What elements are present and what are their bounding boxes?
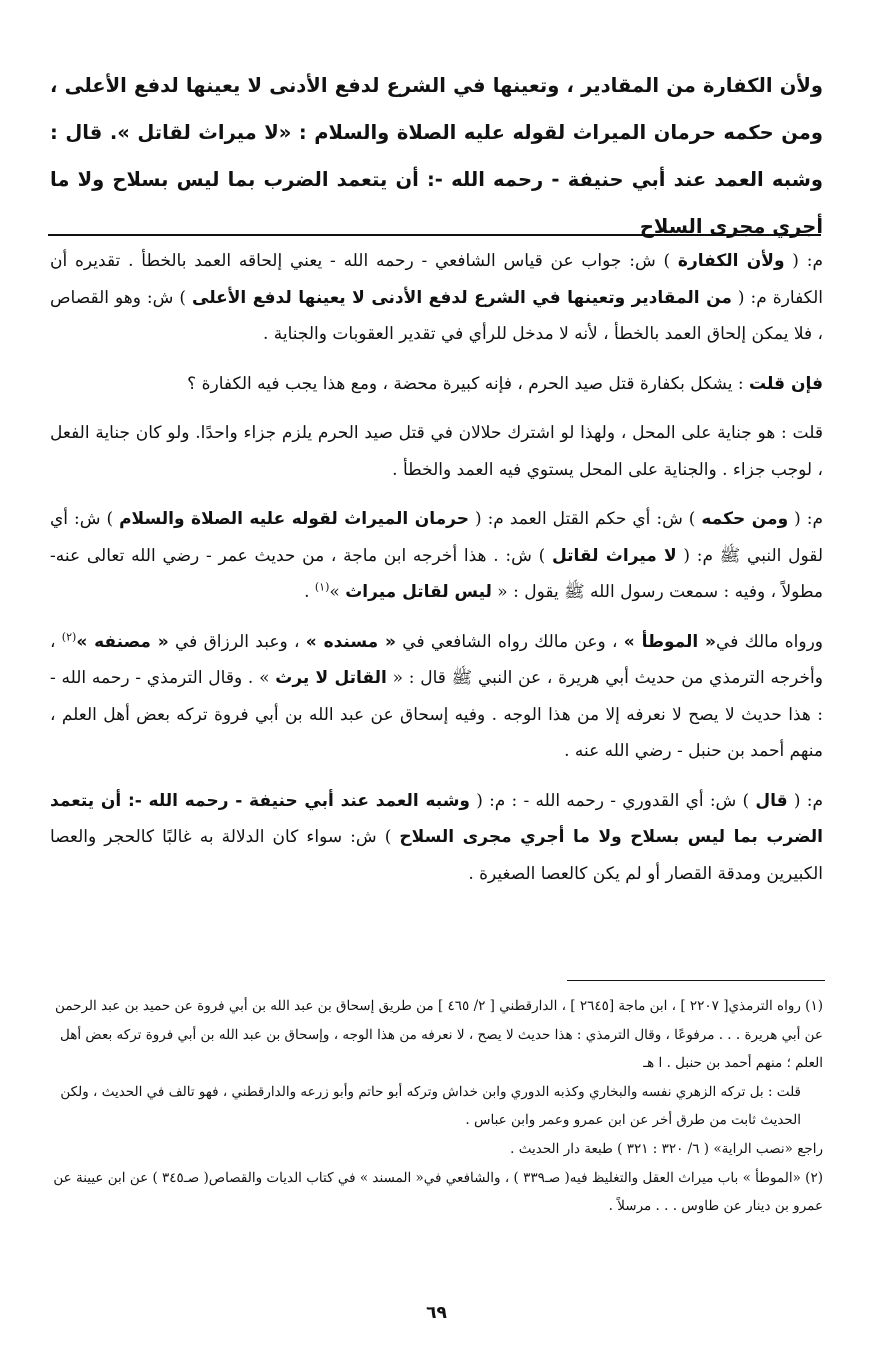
quoted-text: « مصنفه » [76, 631, 169, 652]
quoted-text: ومن حكمه [701, 509, 789, 529]
commentary-paragraph [50, 415, 823, 488]
text-run: ، وعن مالك رواه الشافعي في [396, 631, 624, 652]
separator-line [48, 234, 821, 236]
text-run: ) ش: جواب عن قياس الشافعي - رحمه الله - يعني إلحاقه العمد بالخطأ . تقديره أن الكفارة م: ( [50, 251, 823, 308]
commentary-paragraph [50, 243, 823, 353]
quoted-text: من المقادير وتعينها في الشرع لدفع الأدنى لا يعينها لدفع الأعلى [192, 287, 732, 308]
footnote-ref[interactable]: (١) [314, 580, 330, 594]
text-run: : يشكل بكفارة قتل صيد الحرم ، فإنه كبيرة محضة ، ومع هذا يجب فيه الكفارة ؟ [187, 373, 749, 394]
text-run: م: ( [787, 790, 823, 811]
commentary-paragraph [50, 624, 823, 770]
quoted-text: قال [755, 790, 788, 811]
text-run: . [304, 582, 315, 602]
text-run: قلت : هو جناية على المحل ، ولهذا لو اشترك حلالان في قتل صيد الحرم يلزم جزاء واحدًا. ولو كان جناية الفعل ، لوجب جزاء . والجناية على المحل يستوي فيه العمد والخطأ . [50, 423, 823, 480]
text-run: م: ( [788, 509, 824, 529]
commentary [50, 243, 823, 905]
footnote-1-note: قلت : بل تركه الزهري نفسه والبخاري وكذبه الدوري وابن خداش وتركه أبو حاتم وأبو زرعه والدارقطني ، فهو تالف في الحديث ، ولكن الحديث ثابت من طرق أخر عن ابن عمرو وعمر وابن عباس . [60, 1083, 801, 1129]
quoted-text: ليس لقاتل ميراث [345, 582, 492, 602]
text-run: ) ش: وهو القصاص ، فلا يمكن إلحاق العمد بالخطأ ، لأنه لا مدخل للرأي في تقدير العقوبات والجناية . [50, 287, 823, 344]
text-run: » . وقال الترمذي - رحمه الله - : هذا حديث لا يصح لا نعرفه إلا من هذا الوجه . وفيه إسحاق عن عبد الله بن أبي فروة تركه بعض أهل العلم ، منهم أحمد بن حنبل - رضي الله عنه . [50, 668, 823, 761]
text-run: ) ش: أي حكم القتل العمد م: ( [468, 509, 702, 529]
quoted-text: « الموطأ » [623, 631, 717, 652]
text-run: ، وأخرجه الترمذي من حديث أبي هريرة ، عن النبي ﷺ قال : « [50, 631, 823, 688]
quoted-text: ولأن الكفارة [677, 251, 785, 271]
footnote-ref[interactable]: (٢) [61, 629, 77, 643]
main-text: ولأن الكفارة من المقادير ، وتعينها في الشرع لدفع الأدنى لا يعينها لدفع الأعلى ، ومن حكمه حرمان الميراث لقوله عليه الصلاة والسلام : «لا ميراث لقاتل ». قال : وشبه العمد عند أبي حنيفة - رحمه الله -: أن يتعمد الضرب بما ليس بسلاح ولا ما أجري مجرى السلاح [50, 74, 823, 238]
quoted-text: القاتل لا يرث [275, 668, 387, 688]
text-run: ورواه مالك في [716, 631, 823, 652]
text-run: ) ش: أي لقول النبي ﷺ م: ( [50, 509, 823, 566]
page-number: ٦٩ [426, 1303, 447, 1323]
text-run: ، وعبد الرزاق في [168, 631, 306, 652]
quoted-text: لا ميراث لقاتل [551, 545, 677, 566]
footnote-2: (٢) «الموطأ » باب ميراث العقل والتغليظ فيه( صـ٣٣٩ ) ، والشافعي في« المسند » في كتاب الديات والقصاص( صـ٣٤٥ ) عن ابن عيينة عن عمرو بن دينار عن طاوس . . . مرسلاً . [53, 1169, 823, 1215]
footnote-separator [567, 980, 825, 981]
commentary-paragraph [50, 366, 823, 403]
text-run: ) ش: أي القدوري - رحمه الله - : م: ( [470, 790, 756, 811]
commentary-paragraph [50, 501, 823, 611]
quoted-text: « مسنده » [305, 631, 396, 652]
footnote-1-reference: راجع «نصب الراية» ( ٦/ ٣٢٠ : ٣٢١ ) طبعة دار الحديث . [510, 1140, 823, 1157]
footnote-1: (١) رواه الترمذي[ ٢٢٠٧ ] ، ابن ماجة [٢٦٤٥ ] ، الدارقطني [ ٢/ ٤٦٥ ] من طريق إسحاق بن عبد الله بن أبي فروة عن حميد بن عبد الرحمن عن أبي هريرة . . . مرفوعًا ، وقال الترمذي : هذا حديث لا يصح ، لا نعرفه من هذا الوجه ، وإسحاق بن عبد الله بن أبي فروة تركه بعض أهل العلم ؛ منهم أحمد بن حنبل . ا هـ [55, 998, 823, 1072]
text-run: ) ش: سواء كان الدلالة به غالبًا كالحجر والعصا الكبيرين ومدقة القصار أو لم يكن كالعصا الصغيرة . [50, 827, 823, 884]
text-run: ) ش: . هذا أخرجه ابن ماجة ، من حديث عمر - رضي الله تعالى عنه- مطولاً ، وفيه : سمعت رسول الله ﷺ يقول : « [50, 545, 823, 602]
commentary-paragraph [50, 783, 823, 893]
footnotes [50, 992, 823, 1221]
text-run: م: ( [784, 251, 823, 271]
text-run: » [329, 582, 346, 602]
quoted-text: فإن قلت [748, 373, 823, 394]
quoted-text: وشبه العمد عند أبي حنيفة - رحمه الله -: أن يتعمد الضرب بما ليس بسلاح ولا ما أجري مجرى السلاح [50, 790, 823, 847]
quoted-text: حرمان الميراث لقوله عليه الصلاة والسلام [119, 509, 469, 529]
